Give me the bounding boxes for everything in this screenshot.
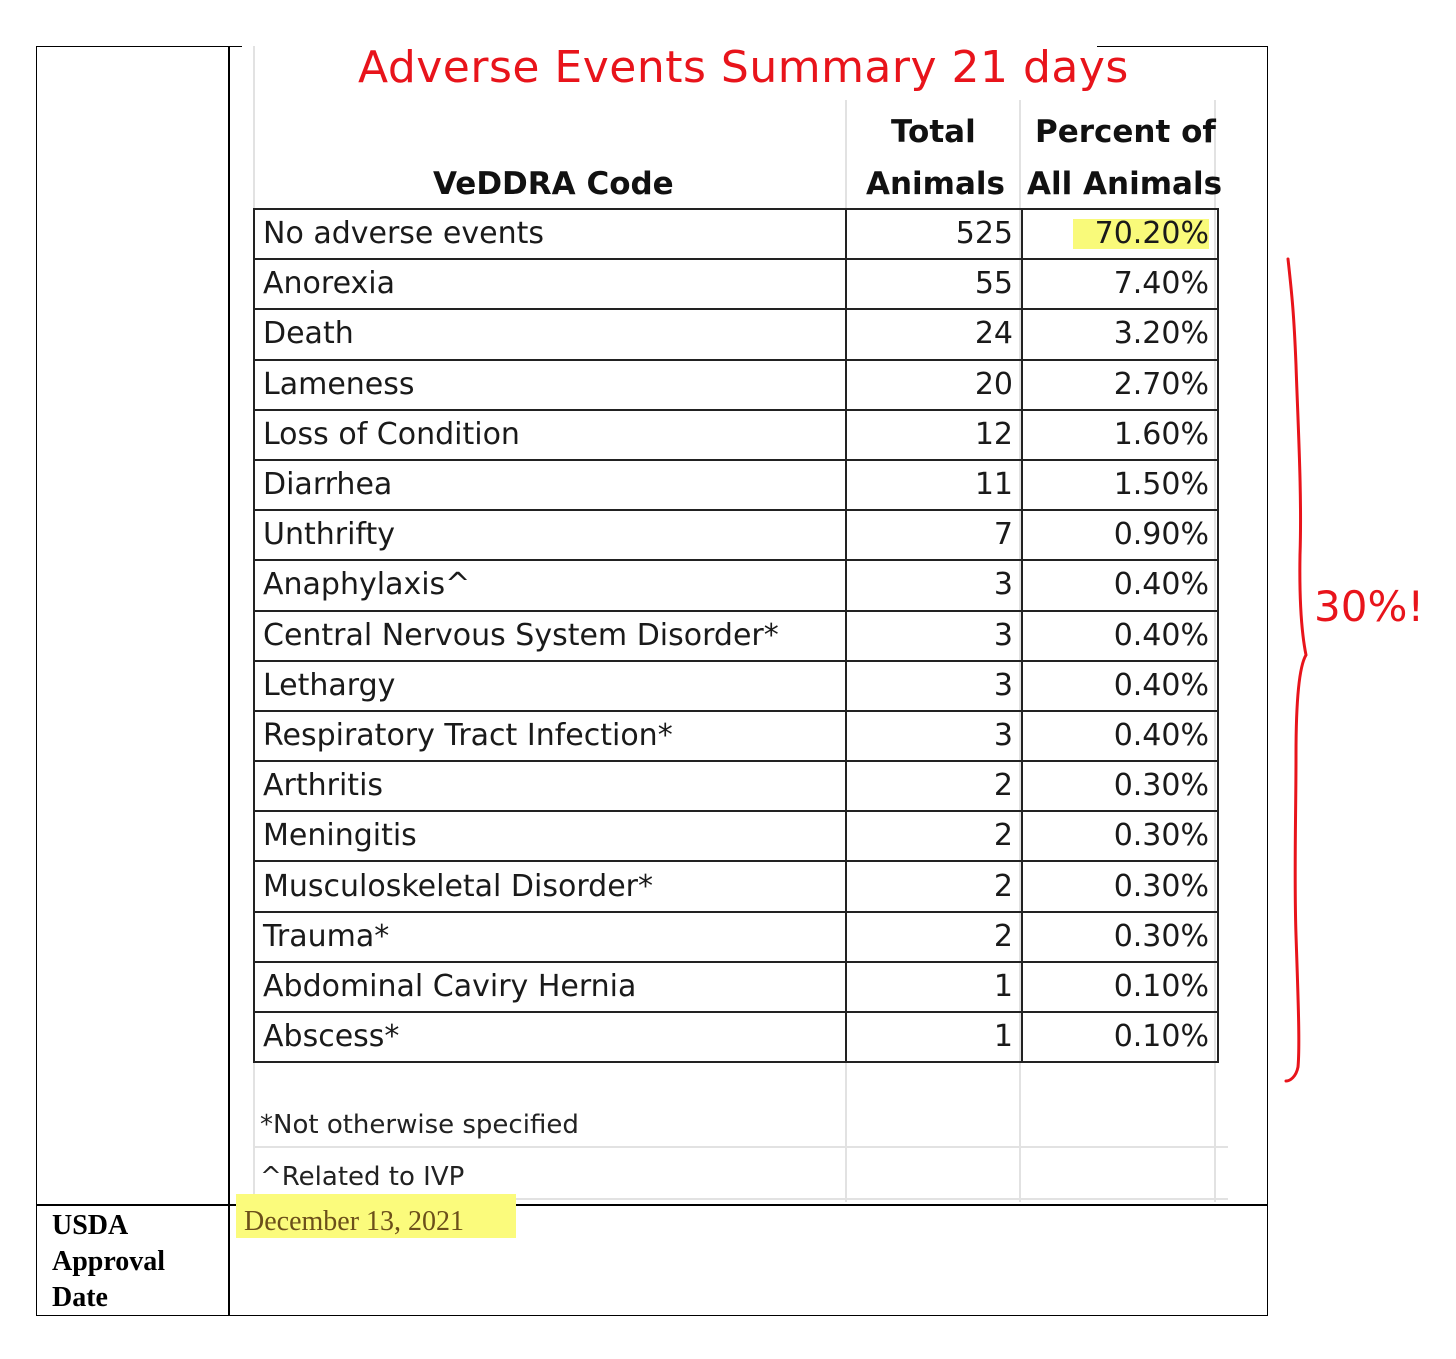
percent-cell [1022, 209, 1218, 259]
usda-label-line2: Approval [52, 1246, 166, 1277]
table-row [254, 1012, 1218, 1062]
highlighted-percent: 70.20% [1073, 219, 1209, 249]
table-row [254, 410, 1218, 460]
total-animals-cell: 3 [846, 560, 1022, 610]
percent-cell: 0.10% [1022, 1012, 1218, 1062]
usda-label-line3: Date [52, 1282, 108, 1313]
table-row [254, 560, 1218, 610]
percent-cell: 0.40% [1022, 560, 1218, 610]
curly-brace-annotation [1282, 255, 1322, 1095]
percent-cell: 0.30% [1022, 912, 1218, 962]
total-animals-cell: 2 [846, 861, 1022, 911]
annotation-30-percent: 30%! [1314, 582, 1425, 631]
event-name-cell: Anaphylaxis^ [254, 560, 846, 610]
total-animals-cell: 3 [846, 611, 1022, 661]
table-row [254, 309, 1218, 359]
total-animals-cell: 11 [846, 460, 1022, 510]
adverse-events-table [253, 208, 1219, 1063]
event-name-cell: Lameness [254, 360, 846, 410]
gridline [253, 1146, 1228, 1148]
table-row [254, 761, 1218, 811]
table-row [254, 360, 1218, 410]
footnote-ivp: ^Related to IVP [260, 1162, 465, 1192]
percent-cell: 0.10% [1022, 962, 1218, 1012]
event-name-cell: Anorexia [254, 259, 846, 309]
total-animals-cell: 1 [846, 1012, 1022, 1062]
total-animals-cell: 12 [846, 410, 1022, 460]
total-animals-cell: 525 [846, 209, 1022, 259]
event-name-cell: Trauma* [254, 912, 846, 962]
header-percent-line1: Percent of [1035, 114, 1216, 150]
event-name-cell: Abscess* [254, 1012, 846, 1062]
total-animals-cell: 55 [846, 259, 1022, 309]
percent-cell: 3.20% [1022, 309, 1218, 359]
event-name-cell: Abdominal Caviry Hernia [254, 962, 846, 1012]
table-row [254, 611, 1218, 661]
total-animals-cell: 2 [846, 761, 1022, 811]
percent-cell: 0.30% [1022, 811, 1218, 861]
table-row [254, 711, 1218, 761]
percent-cell: 0.30% [1022, 861, 1218, 911]
approval-date: December 13, 2021 [236, 1194, 516, 1238]
total-animals-cell: 1 [846, 962, 1022, 1012]
header-percent-line2: All Animals [1027, 166, 1223, 202]
percent-cell: 7.40% [1022, 259, 1218, 309]
table-row [254, 861, 1218, 911]
percent-cell: 1.60% [1022, 410, 1218, 460]
total-animals-cell: 7 [846, 510, 1022, 560]
total-animals-cell: 2 [846, 912, 1022, 962]
event-name-cell: No adverse events [254, 209, 846, 259]
percent-cell: 2.70% [1022, 360, 1218, 410]
percent-cell: 0.40% [1022, 611, 1218, 661]
usda-label-line1: USDA [52, 1210, 129, 1241]
total-animals-cell: 3 [846, 711, 1022, 761]
table-row [254, 460, 1218, 510]
table-row [254, 912, 1218, 962]
event-name-cell: Arthritis [254, 761, 846, 811]
percent-cell: 0.90% [1022, 510, 1218, 560]
event-name-cell: Respiratory Tract Infection* [254, 711, 846, 761]
table-row [254, 811, 1218, 861]
total-animals-cell: 20 [846, 360, 1022, 410]
header-total-line2: Animals [866, 166, 1005, 202]
table-row [254, 209, 1218, 259]
footnote-nos: *Not otherwise specified [260, 1110, 579, 1140]
event-name-cell: Unthrifty [254, 510, 846, 560]
table-row [254, 510, 1218, 560]
total-animals-cell: 3 [846, 661, 1022, 711]
table-row [254, 661, 1218, 711]
event-name-cell: Meningitis [254, 811, 846, 861]
event-name-cell: Death [254, 309, 846, 359]
percent-cell: 0.40% [1022, 661, 1218, 711]
total-animals-cell: 2 [846, 811, 1022, 861]
event-name-cell: Loss of Condition [254, 410, 846, 460]
percent-cell: 0.30% [1022, 761, 1218, 811]
event-name-cell: Central Nervous System Disorder* [254, 611, 846, 661]
event-name-cell: Diarrhea [254, 460, 846, 510]
annotation-title: Adverse Events Summary 21 days [358, 42, 1129, 93]
column-divider [228, 46, 230, 1316]
percent-cell: 0.40% [1022, 711, 1218, 761]
header-veddra-code: VeDDRA Code [433, 166, 674, 202]
table-row [254, 962, 1218, 1012]
usda-approval-label [52, 1208, 165, 1316]
header-total-line1: Total [891, 114, 976, 150]
row-divider [36, 1204, 1268, 1206]
event-name-cell: Lethargy [254, 661, 846, 711]
event-name-cell: Musculoskeletal Disorder* [254, 861, 846, 911]
percent-cell: 1.50% [1022, 460, 1218, 510]
table-row [254, 259, 1218, 309]
total-animals-cell: 24 [846, 309, 1022, 359]
